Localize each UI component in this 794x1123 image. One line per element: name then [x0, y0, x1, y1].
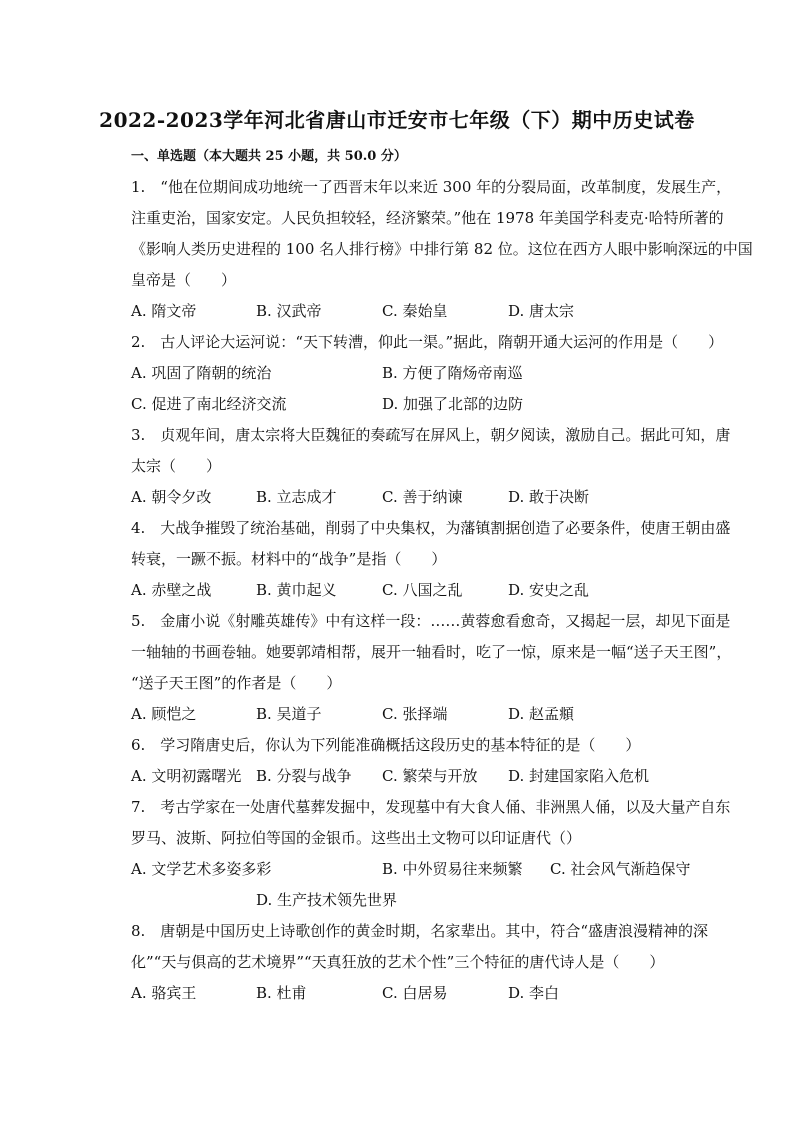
- question-4-option-a: A. 赤壁之战: [131, 581, 212, 599]
- question-7-option-b: B. 中外贸易往来频繁: [382, 860, 523, 878]
- question-8-option-b: B. 杜甫: [256, 984, 307, 1002]
- question-6-option-b: B. 分裂与战争: [256, 767, 352, 785]
- question-8-line-2: 化”“天与俱高的艺术境界”“天真狂放的艺术个性”三个特征的唐代诗人是（ ）: [131, 953, 665, 971]
- question-2-option-b: B. 方便了隋炀帝南巡: [382, 364, 523, 382]
- question-7-line-1: 7. 考古学家在一处唐代墓葬发掘中，发现墓中有大食人俑、非洲黑人俑，以及大量产自东: [131, 798, 731, 816]
- question-3-option-d: D. 敢于决断: [508, 488, 590, 506]
- question-1-line-2: 注重吏治，国家安定。人民负担较轻，经济繁荣。”他在 1978 年美国学科麦克·哈特所著的: [131, 209, 724, 227]
- question-2-option-a: A. 巩固了隋朝的统治: [131, 364, 272, 382]
- question-5-option-c: C. 张择端: [382, 705, 448, 723]
- question-4-option-c: C. 八国之乱: [382, 581, 463, 599]
- question-8-option-d: D. 李白: [508, 984, 560, 1002]
- question-6-line-1: 6. 学习隋唐史后，你认为下列能准确概括这段历史的基本特征的是（ ）: [131, 736, 641, 754]
- question-1-line-4: 皇帝是（ ）: [131, 271, 237, 289]
- question-2-option-c: C. 促进了南北经济交流: [131, 395, 287, 413]
- question-8-option-c: C. 白居易: [382, 984, 448, 1002]
- question-3-option-b: B. 立志成才: [256, 488, 337, 506]
- question-5-option-a: A. 顾恺之: [131, 705, 197, 723]
- question-5-option-d: D. 赵孟頫: [508, 705, 575, 723]
- question-1-line-3: 《影响人类历史进程的 100 名人排行榜》中排行第 82 位。这位在西方人眼中影响深远的中国: [131, 240, 753, 258]
- question-1-option-d: D. 唐太宗: [508, 302, 575, 320]
- question-1-option-a: A. 隋文帝: [131, 302, 197, 320]
- question-6-option-d: D. 封建国家陷入危机: [508, 767, 650, 785]
- question-5-option-b: B. 吴道子: [256, 705, 322, 723]
- question-8-line-1: 8. 唐朝是中国历史上诗歌创作的黄金时期，名家辈出。其中，符合“盛唐浪漫精神的深: [131, 922, 708, 940]
- question-4-line-1: 4. 大战争摧毁了统治基础，削弱了中央集权，为藩镇割据创造了必要条件，使唐王朝由盛: [131, 519, 731, 537]
- question-4-option-b: B. 黄巾起义: [256, 581, 337, 599]
- question-1-option-c: C. 秦始皇: [382, 302, 448, 320]
- question-5-line-1: 5. 金庸小说《射雕英雄传》中有这样一段：……黄蓉愈看愈奇，又揭起一层，却见下面是: [131, 612, 731, 630]
- question-8-option-a: A. 骆宾王: [131, 984, 197, 1002]
- question-3-line-1: 3. 贞观年间，唐太宗将大臣魏征的奏疏写在屏风上，朝夕阅读，激励自己。据此可知，唐: [131, 426, 731, 444]
- question-1-option-b: B. 汉武帝: [256, 302, 322, 320]
- question-7-option-c: C. 社会风气渐趋保守: [550, 860, 691, 878]
- question-5-line-2: 一轴轴的书画卷轴。她要郭靖相帮，展开一轴看时，吃了一惊，原来是一幅“送子天王图”，: [131, 643, 732, 661]
- exam-title: 2022-2023学年河北省唐山市迁安市七年级（下）期中历史试卷: [99, 108, 695, 132]
- question-7-option-d: D. 生产技术领先世界: [256, 891, 398, 909]
- question-1-line-1: 1. “他在位期间成功地统一了西晋末年以来近 300 年的分裂局面，改革制度，发展生产，: [131, 178, 732, 196]
- question-2-line-1: 2. 古人评论大运河说：“天下转漕，仰此一渠。”据此，隋朝开通大运河的作用是（ ）: [131, 333, 724, 351]
- question-3-option-a: A. 朝令夕改: [131, 488, 212, 506]
- question-7-option-a: A. 文学艺术多姿多彩: [131, 860, 272, 878]
- question-7-line-2: 罗马、波斯、阿拉伯等国的金银币。这些出土文物可以印证唐代（）: [131, 829, 582, 847]
- question-3-line-2: 太宗（ ）: [131, 457, 222, 475]
- question-2-option-d: D. 加强了北部的边防: [382, 395, 524, 413]
- question-4-line-2: 转衰，一蹶不振。材料中的“战争”是指（ ）: [131, 550, 447, 568]
- question-3-option-c: C. 善于纳谏: [382, 488, 463, 506]
- section-heading: 一、单选题（本大题共 25 小题，共 50.0 分）: [131, 149, 407, 164]
- question-6-option-a: A. 文明初露曙光: [131, 767, 242, 785]
- question-5-line-3: “送子天王图”的作者是（ ）: [131, 674, 342, 692]
- question-6-option-c: C. 繁荣与开放: [382, 767, 478, 785]
- question-4-option-d: D. 安史之乱: [508, 581, 590, 599]
